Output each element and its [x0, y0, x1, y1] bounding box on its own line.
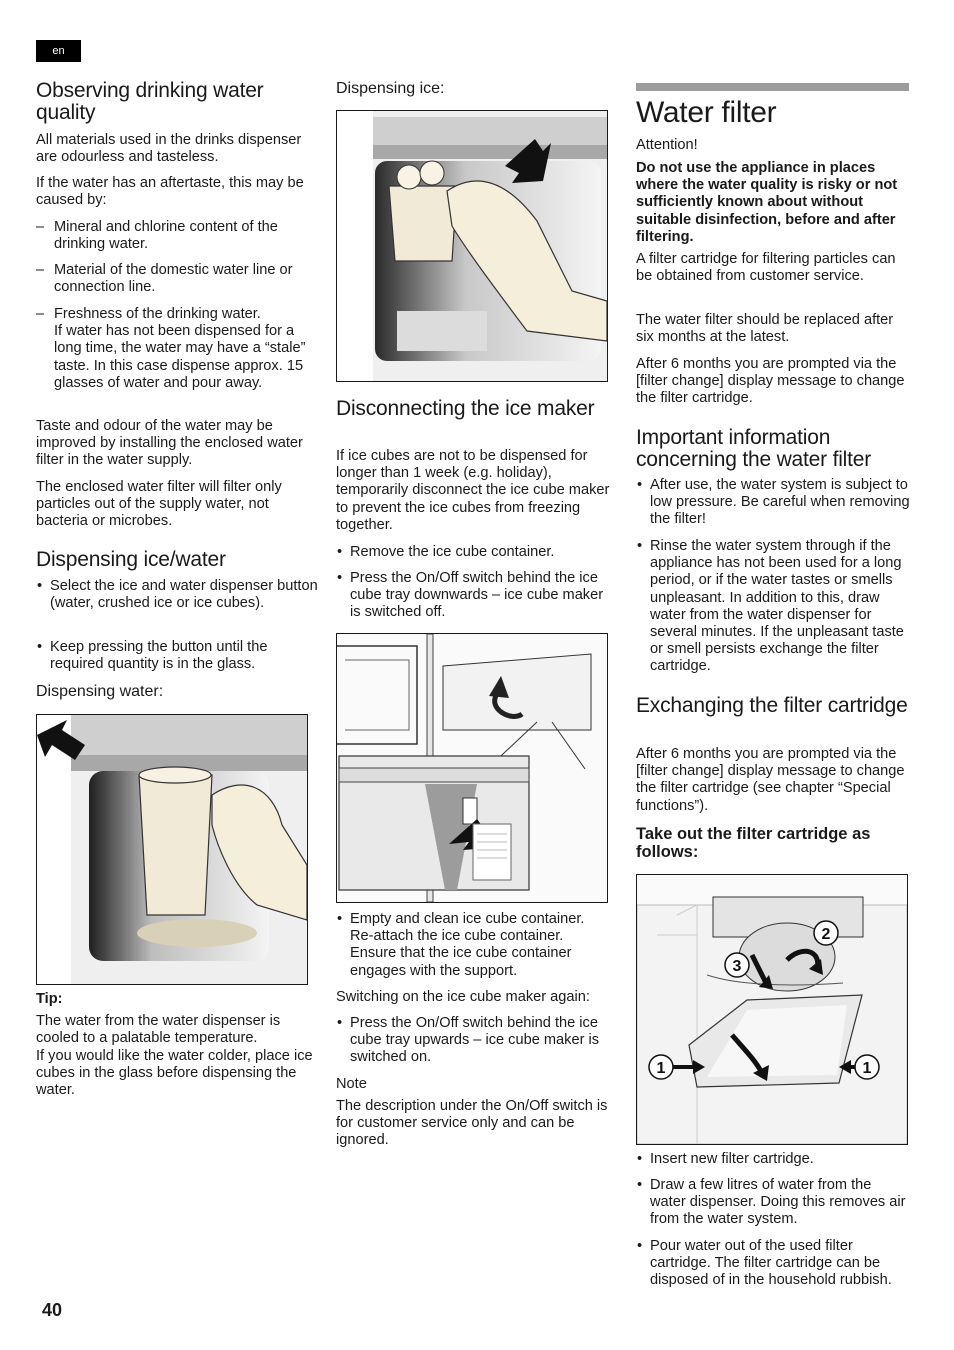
tip-label: Tip:	[36, 991, 63, 1007]
tip-text-2: If you would like the water colder, place ice cubes in the glass before dispensing the water.	[36, 1048, 313, 1099]
attention-text: Do not use the appliance in places where the water quality is risky or not sufficiently known about without suitable disinfection, before and after filtering.	[636, 160, 898, 245]
heading-observing-water-quality: Observing drinking water quality	[36, 79, 264, 124]
heading-important-information: Important information concerning the water filter	[636, 426, 872, 471]
section-rule	[636, 83, 909, 91]
callout-1-left: 1	[656, 1060, 666, 1077]
filter-steps-list	[636, 1151, 910, 1168]
paragraph-filter-prompt: After 6 months you are prompted via the [filter change] display message to change the filter cartridge.	[636, 356, 905, 407]
list-item: – Mineral and chlorine content of the drinking water.	[36, 219, 318, 253]
list-item: • Draw a few litres of water from the water dispenser. Doing this removes air from the water system.	[636, 1177, 910, 1229]
heading-disconnecting-ice-maker: Disconnecting the ice maker	[336, 397, 595, 420]
dispensing-water-illustration	[36, 714, 308, 985]
filter-steps-list-3	[636, 1238, 910, 1290]
list-item	[36, 306, 318, 392]
page-number: 40	[42, 1300, 63, 1320]
language-badge: en	[36, 40, 81, 62]
stale-text: If water has not been dispensed for a long time, the water may have a “stale” taste. In this case dispense approx. 15 glasses of water and pour away.	[54, 323, 306, 391]
heading-water-filter: Water filter	[636, 96, 777, 129]
filter-steps-list-2	[636, 1177, 910, 1229]
list-item: • Press the On/Off switch behind the ice cube tray upwards – ice cube maker is switched on.	[336, 1015, 608, 1067]
disconnect-steps-list	[336, 544, 608, 561]
paragraph-materials: All materials used in the drinks dispenser are odourless and tasteless.	[36, 132, 302, 166]
callout-2: 2	[821, 926, 831, 943]
aftertaste-causes-list-3	[36, 306, 318, 392]
paragraph-disconnect: If ice cubes are not to be dispensed for longer than 1 week (e.g. holiday), temporarily disconnect the ice cube maker to prevent the ice cubes from freezing together.	[336, 448, 610, 533]
heading-dispensing-ice: Dispensing ice:	[336, 80, 445, 97]
clean-steps-list	[336, 911, 608, 980]
switch-on-steps-list	[336, 1015, 608, 1067]
list-item: • Insert new filter cartridge.	[636, 1151, 910, 1168]
paragraph-taste-odour: Taste and odour of the water may be improved by installing the enclosed water filter in the water supply.	[36, 418, 303, 469]
dispensing-steps-list	[36, 578, 322, 612]
aftertaste-causes-list-2	[36, 262, 318, 296]
list-item: • Remove the ice cube container.	[336, 544, 608, 561]
aftertaste-causes-list	[36, 219, 318, 253]
paragraph-aftertaste: If the water has an aftertaste, this may be caused by:	[36, 175, 304, 209]
list-item: • Rinse the water system through if the appliance has not been used for a long period, or if the water tastes or smells unpleasant. In addition to this, draw water from the water dispenser for several minutes. If the unpleasant taste or smell persists exchange the filter cartridge.	[636, 538, 910, 676]
heading-exchanging-filter: Exchanging the filter cartridge	[636, 694, 908, 717]
list-item: • Press the On/Off switch behind the ice cube tray downwards – ice cube maker is switched off.	[336, 570, 608, 622]
heading-dispensing-water: Dispensing water:	[36, 683, 164, 700]
ice-maker-switch-illustration	[336, 633, 608, 903]
paragraph-exchange-prompt: After 6 months you are prompted via the [filter change] display message to change the filter cartridge (see chapter “Special functions”).	[636, 746, 905, 814]
disconnect-steps-list-2	[336, 570, 608, 622]
important-info-list	[636, 477, 910, 529]
list-item: • Pour water out of the used filter cartridge. The filter cartridge can be disposed of in the household rubbish.	[636, 1238, 910, 1290]
paragraph-replace-filter: The water filter should be replaced after six months at the latest.	[636, 312, 894, 346]
paragraph-filter-cartridge: A filter cartridge for filtering particles can be obtained from customer service.	[636, 251, 896, 285]
paragraph-switch-on-again: Switching on the ice cube maker again:	[336, 989, 590, 1005]
note-text: The description under the On/Off switch is for customer service only and can be ignored.	[336, 1098, 608, 1149]
filter-removal-illustration	[636, 874, 908, 1145]
tip-text-1: The water from the water dispenser is cooled to a palatable temperature.	[36, 1013, 281, 1047]
callout-1-right: 1	[862, 1060, 872, 1077]
note-label: Note	[336, 1076, 367, 1092]
list-item: – Material of the domestic water line or connection line.	[36, 262, 318, 296]
heading-take-out-filter: Take out the filter cartridge as follows:	[636, 825, 871, 861]
important-info-list-2	[636, 538, 910, 676]
list-item: • After use, the water system is subject to low pressure. Be careful when removing the filter!	[636, 477, 910, 529]
callout-3: 3	[732, 958, 742, 975]
list-item: • Empty and clean ice cube container. Re-attach the ice cube container. Ensure that the ice cube container engages with the support.	[336, 911, 608, 980]
list-item: • Keep pressing the button until the required quantity is in the glass.	[36, 639, 318, 673]
freshness-text: – Freshness of the drinking water.	[54, 306, 261, 322]
heading-dispensing-ice-water: Dispensing ice/water	[36, 548, 226, 571]
dispensing-ice-illustration	[336, 110, 608, 382]
list-item: • Select the ice and water dispenser button (water, crushed ice or ice cubes).	[36, 578, 322, 612]
paragraph-filter-particles: The enclosed water filter will filter only particles out of the supply water, not bacteria or microbes.	[36, 479, 282, 530]
dispensing-steps-list-2	[36, 639, 318, 673]
attention-label: Attention!	[636, 137, 698, 153]
